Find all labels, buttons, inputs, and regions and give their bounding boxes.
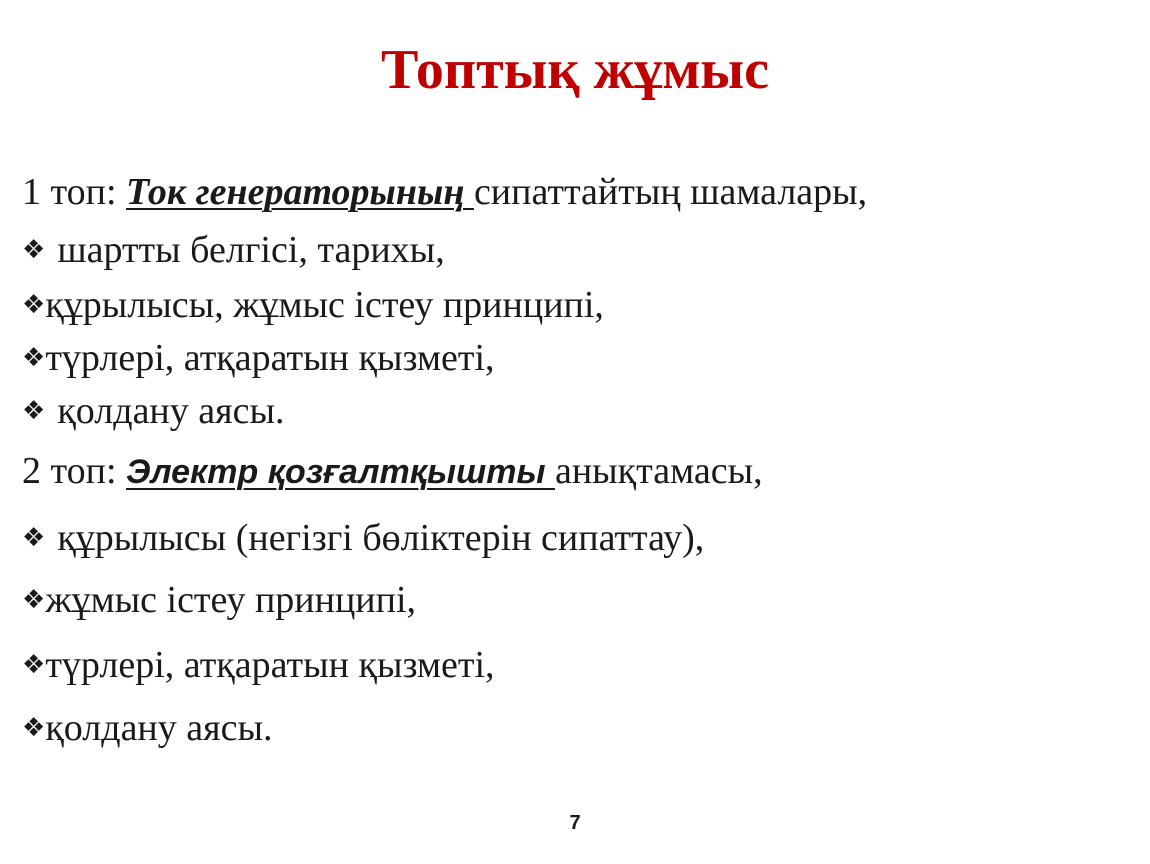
list-item (22, 228, 445, 272)
group1-heading (22, 170, 867, 214)
list-item-text: шартты белгісі, тарихы, (57, 229, 445, 271)
list-item-text: қолдану аясы. (57, 390, 285, 432)
list-item (22, 578, 416, 622)
slide-title: Топтық жұмыс (381, 39, 769, 101)
diamond-bullet-icon: ❖ (22, 650, 46, 680)
list-item-text: қолдану аясы. (45, 707, 273, 749)
list-item (22, 283, 604, 327)
group1-prefix: 1 топ: (22, 171, 126, 213)
group2-heading (22, 449, 763, 494)
diamond-bullet-icon: ❖ (22, 290, 46, 320)
group2-suffix: анықтамасы, (554, 450, 763, 492)
list-item (22, 389, 285, 433)
list-item-text: құрылысы, жұмыс істеу принципі, (45, 284, 604, 326)
diamond-bullet-icon: ❖ (22, 235, 46, 265)
group1-suffix: сипаттайтың шамалары, (473, 171, 868, 213)
page-number: 7 (569, 812, 581, 834)
list-item-text: түрлері, атқаратын қызметі, (45, 644, 495, 686)
group1-topic: Ток генераторының (126, 171, 474, 213)
list-item-text: түрлері, атқаратын қызметі, (45, 337, 495, 379)
list-item (22, 706, 273, 750)
list-item-text: жұмыс істеу принципі, (45, 579, 417, 621)
list-item (22, 516, 704, 560)
list-item-text: құрылысы (негізгі бөліктерін сипаттау), (57, 517, 705, 559)
diamond-bullet-icon: ❖ (22, 343, 46, 373)
list-item (22, 643, 495, 687)
diamond-bullet-icon: ❖ (22, 396, 46, 426)
group2-topic: Электр қозғалтқышты (126, 453, 555, 491)
diamond-bullet-icon: ❖ (22, 523, 46, 553)
diamond-bullet-icon: ❖ (22, 713, 46, 743)
diamond-bullet-icon: ❖ (22, 585, 46, 615)
group2-prefix: 2 топ: (22, 450, 126, 492)
list-item (22, 336, 495, 380)
